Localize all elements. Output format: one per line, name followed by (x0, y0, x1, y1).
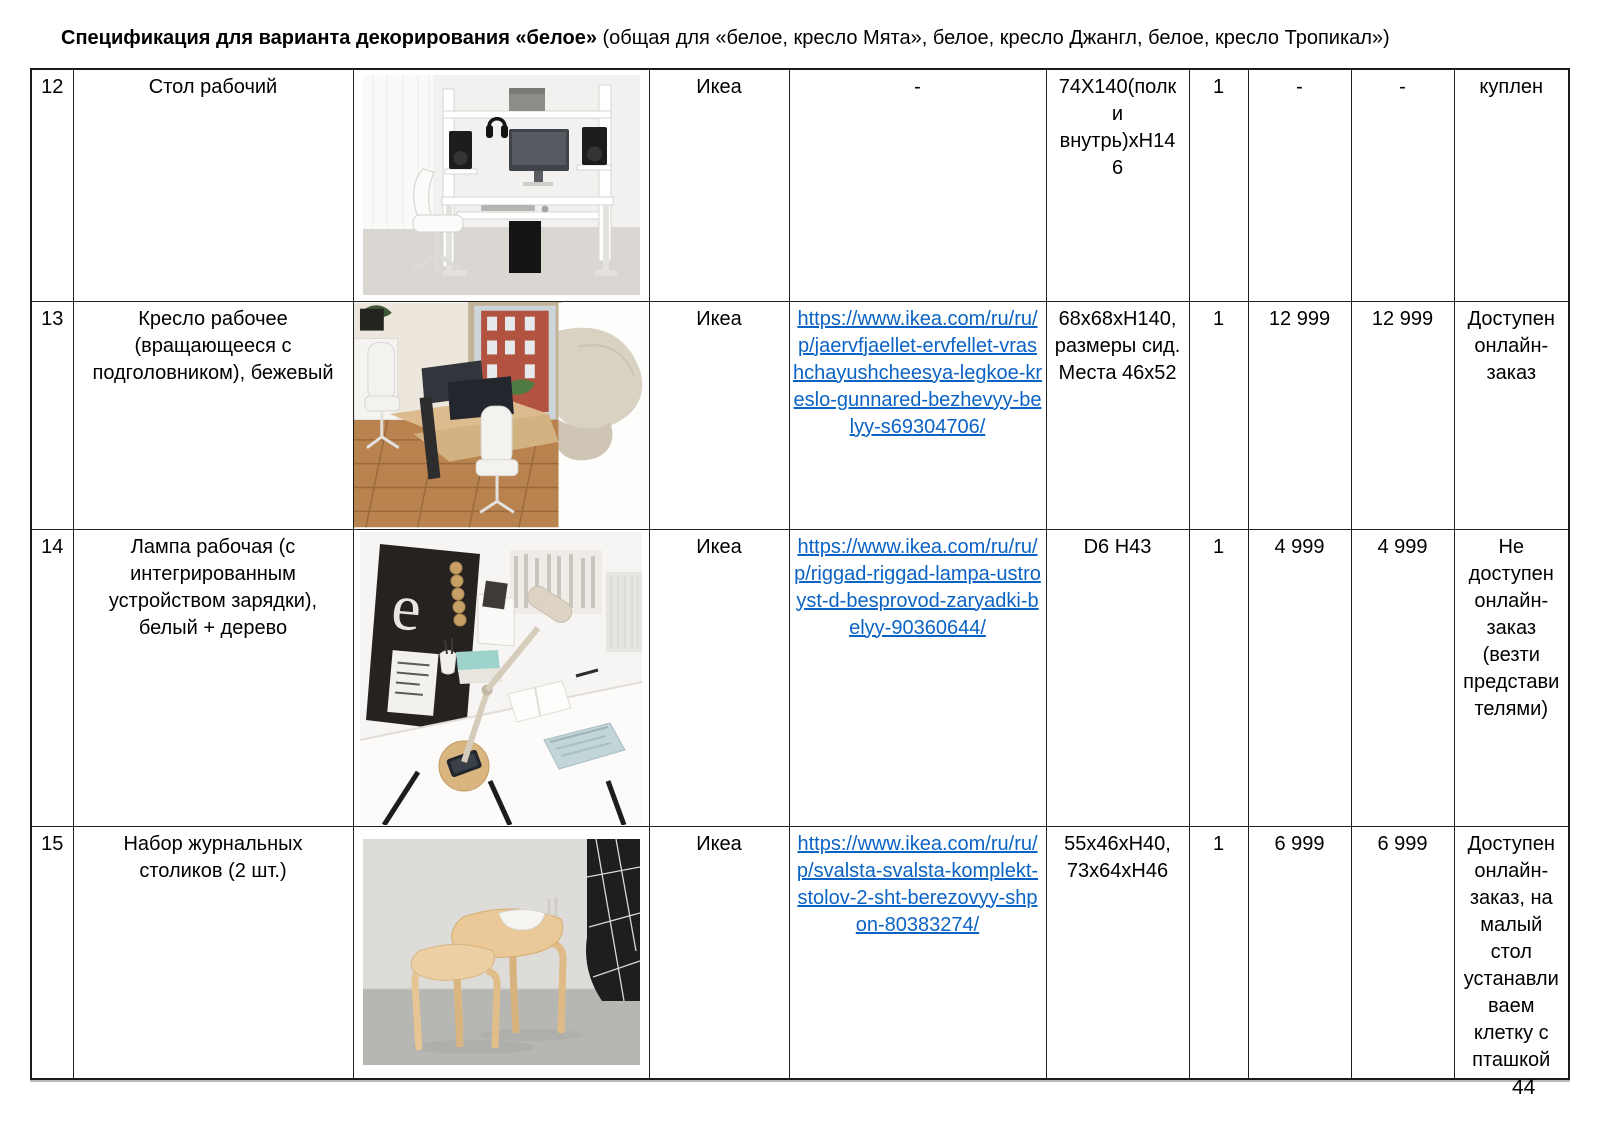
dimensions: 68х68хН140, размеры сид. Места 46х52 (1046, 301, 1189, 529)
dimensions: D6 H43 (1046, 529, 1189, 826)
total-price: 12 999 (1351, 301, 1454, 529)
dimensions: 74Х140(полки внутрь)хН146 (1046, 69, 1189, 301)
table-row (31, 69, 1569, 301)
table-row (31, 301, 1569, 529)
row-number: 15 (31, 826, 73, 1079)
unit-price: 4 999 (1248, 529, 1351, 826)
page-title-bold: Спецификация для варианта декорирования «белое» (61, 27, 597, 49)
brand: Икеа (649, 69, 789, 301)
row-number: 13 (31, 301, 73, 529)
availability-status: куплен (1454, 69, 1569, 301)
product-photo-nesting-tables (363, 839, 640, 1065)
page-number: 44 (1512, 1076, 1536, 1099)
product-link[interactable]: https://www.ikea.com/ru/ru/p/riggad-riggad-lampa-ustroyst-d-besprovod-zaryadki-belyy-90360644/ (794, 535, 1041, 639)
product-link[interactable]: https://www.ikea.com/ru/ru/p/svalsta-svalsta-komplekt-stolov-2-sht-berezovyy-shpon-80383274/ (796, 832, 1039, 936)
availability-status: Не доступен онлайн-заказ (везти представителями) (1454, 529, 1569, 826)
unit-price: 6 999 (1248, 826, 1351, 1079)
link-cell (789, 301, 1046, 529)
brand: Икеа (649, 301, 789, 529)
unit-price: - (1248, 69, 1351, 301)
brand: Икеа (649, 529, 789, 826)
total-price: - (1351, 69, 1454, 301)
link-cell (789, 826, 1046, 1079)
brand: Икеа (649, 826, 789, 1079)
item-name: Кресло рабочее (вращающееся с подголовником), бежевый (73, 301, 353, 529)
product-photo-cell (353, 301, 649, 529)
item-name: Стол рабочий (73, 69, 353, 301)
unit-price: 12 999 (1248, 301, 1351, 529)
item-name: Лампа рабочая (с интегрированным устройством зарядки), белый + дерево (73, 529, 353, 826)
availability-status: Доступен онлайн-заказ (1454, 301, 1569, 529)
row-number: 12 (31, 69, 73, 301)
svg-text:e: e (388, 569, 425, 645)
total-price: 6 999 (1351, 826, 1454, 1079)
dimensions: 55х46хН40, 73х64хН46 (1046, 826, 1189, 1079)
product-photo-cell (353, 529, 649, 826)
link-cell (789, 69, 1046, 301)
link-cell (789, 529, 1046, 826)
product-photo-office-chair (354, 302, 648, 528)
product-photo-work-lamp (360, 532, 642, 825)
page-title-rest: (общая для «белое, кресло Мята», белое, кресло Джангл, белое, кресло Тропикал») (596, 27, 1390, 49)
page-title (61, 25, 1390, 51)
quantity: 1 (1189, 301, 1248, 529)
availability-status: Доступен онлайн-заказ, на малый стол устанавливаем клетку с пташкой (1454, 826, 1569, 1079)
spec-table (30, 68, 1570, 1080)
product-photo-cell (353, 826, 649, 1079)
product-link[interactable]: https://www.ikea.com/ru/ru/p/jaervfjaellet-ervfellet-vrashchayushcheesya-legkoe-kreslo-gunnared-bezhevyy-belyy-s69304706/ (792, 307, 1043, 438)
table-row (31, 826, 1569, 1079)
quantity: 1 (1189, 826, 1248, 1079)
quantity: 1 (1189, 69, 1248, 301)
table-row (31, 529, 1569, 826)
quantity: 1 (1189, 529, 1248, 826)
total-price: 4 999 (1351, 529, 1454, 826)
item-name: Набор журнальных столиков (2 шт.) (73, 826, 353, 1079)
product-photo-cell (353, 69, 649, 301)
no-link-dash: - (914, 76, 921, 98)
row-number: 14 (31, 529, 73, 826)
product-photo-desk-workstation (363, 75, 640, 295)
